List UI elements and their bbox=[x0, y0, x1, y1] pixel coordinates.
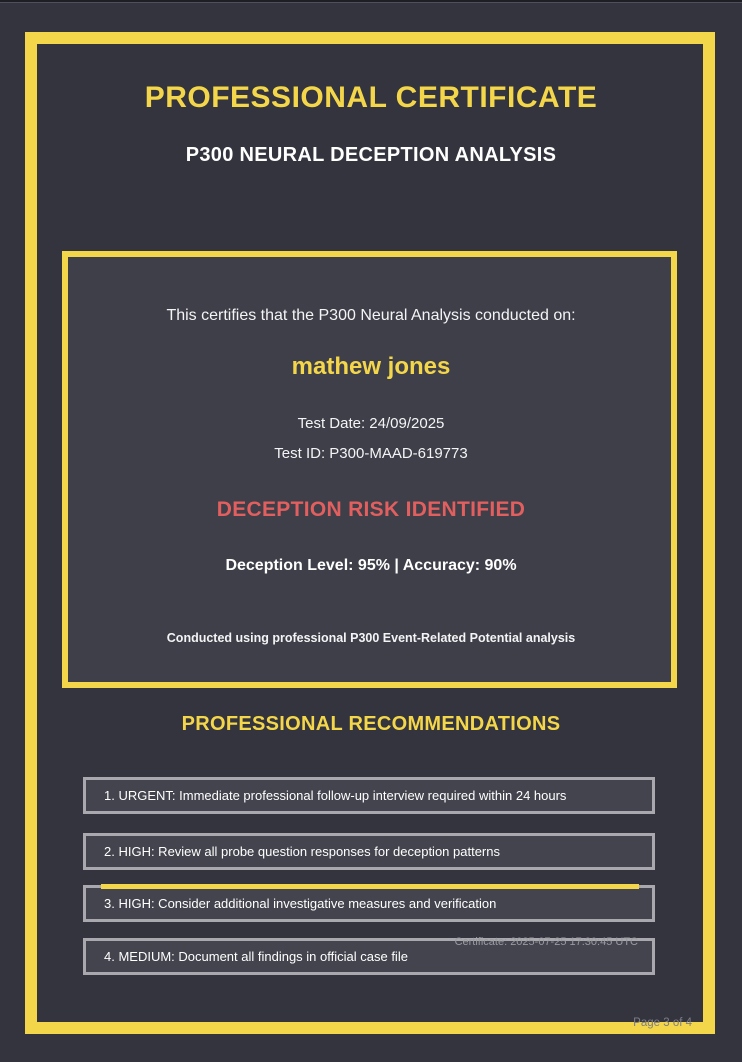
subject-name: mathew jones bbox=[291, 353, 451, 380]
recommendation-item bbox=[83, 885, 655, 922]
recommendations-heading: PROFESSIONAL RECOMMENDATIONS bbox=[181, 713, 561, 735]
certificate-timestamp: Certificate: 2025-07-25 17:30:45 UTC bbox=[454, 936, 638, 948]
test-id: Test ID: P300-MAAD-619773 bbox=[274, 445, 468, 462]
recommendation-text: 1. URGENT: Immediate professional follow-up interview required within 24 hours bbox=[104, 788, 567, 803]
recommendation-text: 3. HIGH: Consider additional investigative measures and verification bbox=[104, 896, 497, 911]
recommendation-item bbox=[83, 777, 655, 814]
page-indicator: Page 3 of 4 bbox=[633, 1017, 692, 1029]
certificate-subtitle: P300 NEURAL DECEPTION ANALYSIS bbox=[185, 144, 557, 166]
recommendation-text: 4. MEDIUM: Document all findings in official case file bbox=[104, 949, 408, 964]
page-break-accent-stripe bbox=[101, 884, 639, 889]
deception-metrics: Deception Level: 95% | Accuracy: 90% bbox=[225, 557, 517, 574]
certify-statement: This certifies that the P300 Neural Analysis conducted on: bbox=[166, 307, 576, 324]
risk-heading: DECEPTION RISK IDENTIFIED bbox=[216, 498, 526, 521]
window-top-edge bbox=[0, 0, 742, 3]
certificate-title: PROFESSIONAL CERTIFICATE bbox=[144, 81, 598, 114]
method-note: Conducted using professional P300 Event-Related Potential analysis bbox=[166, 631, 576, 645]
recommendation-text: 2. HIGH: Review all probe question responses for deception patterns bbox=[104, 844, 500, 859]
recommendation-item bbox=[83, 833, 655, 870]
test-date: Test Date: 24/09/2025 bbox=[297, 415, 445, 432]
